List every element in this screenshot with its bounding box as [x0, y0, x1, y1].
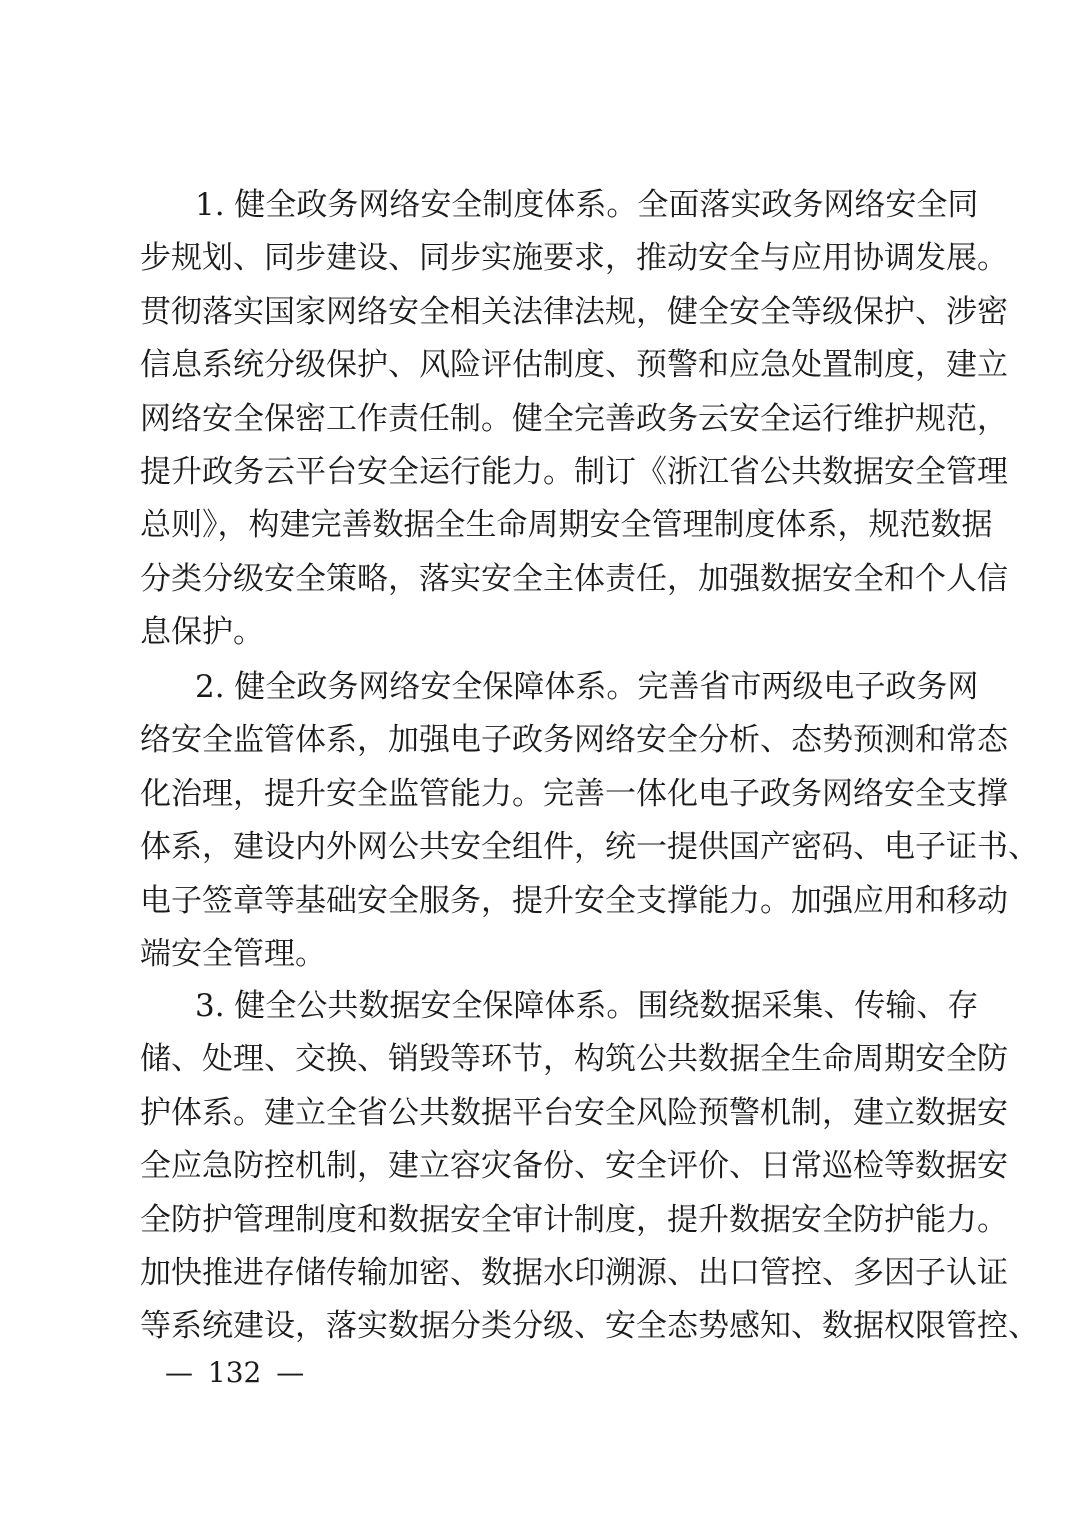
paragraph-2-line: 电子签章等基础安全服务，提升安全支撑能力。加强应用和移动: [140, 882, 1008, 919]
paragraph-2-line: 2. 健全政务网络安全保障体系。完善省市两级电子政务网: [195, 669, 979, 705]
paragraph-1-line: 贯彻落实国家网络安全相关法律法规，健全安全等级保护、涉密: [140, 293, 1008, 330]
paragraph-2-line: 端安全管理。: [140, 936, 326, 972]
paragraph-1-line: 1. 健全政务网络安全制度体系。全面落实政务网络安全同: [195, 187, 979, 223]
paragraph-3-line: 加快推进存储传输加密、数据水印溯源、出口管控、多因子认证: [140, 1255, 1008, 1291]
paragraph-2-line: 化治理，提升安全监管能力。完善一体化电子政务网络安全支撑: [140, 775, 1008, 812]
paragraph-1-line: 步规划、同步建设、同步实施要求，推动安全与应用协调发展。: [140, 240, 1008, 277]
page-number: — 132 —: [165, 1356, 305, 1389]
paragraph-3-line: 储、处理、交换、销毁等环节，构筑公共数据全生命周期安全防: [140, 1041, 1008, 1078]
paragraph-3-line: 全防护管理制度和数据安全审计制度，提升数据安全防护能力。: [140, 1201, 1008, 1238]
paragraph-3-line: 等系统建设，落实数据分类分级、安全态势感知、数据权限管控、: [140, 1308, 1039, 1345]
paragraph-1-line: 信息系统分级保护、风险评估制度、预警和应急处置制度，建立: [140, 347, 1008, 384]
paragraph-2-line: 体系，建设内外网公共安全组件，统一提供国产密码、电子证书、: [140, 829, 1039, 866]
paragraph-3-line: 全应急防控机制，建立容灾备份、安全评价、日常巡检等数据安: [140, 1148, 1008, 1185]
paragraph-3-line: 3. 健全公共数据安全保障体系。围绕数据采集、传输、存: [195, 988, 979, 1024]
paragraph-1-line: 分类分级安全策略，落实安全主体责任，加强数据安全和个人信: [140, 560, 1008, 597]
paragraph-1-line: 总则》，构建完善数据全生命周期安全管理制度体系，规范数据: [140, 507, 993, 544]
paragraph-1-line: 网络安全保密工作责任制。健全完善政务云安全运行维护规范，: [140, 400, 1008, 437]
paragraph-3-line: 护体系。建立全省公共数据平台安全风险预警机制，建立数据安: [140, 1094, 1008, 1131]
paragraph-2-line: 络安全监管体系，加强电子政务网络安全分析、态势预测和常态: [140, 722, 1008, 759]
paragraph-1-line: 息保护。: [140, 614, 264, 651]
paragraph-1-line: 提升政务云平台安全运行能力。制订《浙江省公共数据安全管理: [140, 454, 1008, 490]
